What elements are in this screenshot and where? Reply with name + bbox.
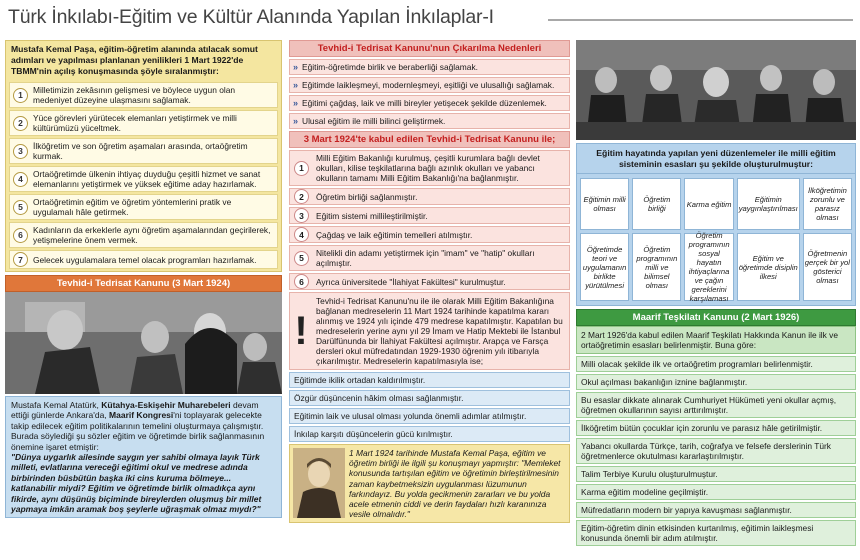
meeting-photo bbox=[576, 40, 856, 140]
goal-item bbox=[9, 82, 278, 108]
goal-text: Yüce görevleri yürütecek elemanları yetiştirmek ve milli kültürümüzü yüceltmek. bbox=[33, 113, 237, 133]
classroom-photo bbox=[5, 292, 282, 394]
maarif-item: Yabancı okullarda Türkçe, tarih, coğrafya ve felsefe derslerinin Türk öğretmenlerce okutulması kararlaştırılmıştır. bbox=[576, 438, 856, 464]
double-chevron-right-icon: » bbox=[293, 62, 299, 72]
goal-item bbox=[9, 194, 278, 220]
reason-item bbox=[289, 95, 570, 111]
law-text: Nitelikli din adamı yetiştirmek için "imam" ve "hatip" okulları açılmıştır. bbox=[316, 248, 535, 268]
maarif-item: Talim Terbiye Kurulu oluşturulmuştur. bbox=[576, 466, 856, 482]
reasons-header: Tevhid-i Tedrisat Kanunu'nun Çıkarılma Nedenleri bbox=[289, 40, 570, 57]
law-text: Çağdaş ve laik eğitimin temelleri atılmıştır. bbox=[316, 229, 473, 240]
classroom-photo-image bbox=[5, 292, 282, 394]
congress-text: Mustafa Kemal Atatürk, Kütahya-Eskişehir Muharebeleri devam ettiği günlerde Ankara'da, Maarif Kongresi'ni toplayarak gelecekte takip edilecek eğitim politikalarının temelini oluşturmaya çalışmıştır. Burada söylediği şu sözler eğitim ve öğretimde birlik sağlanmasının önemine işaret etmiştir: "Dünya uygarlık ailesinde saygın yer sahibi olmaya layık Türk milleti, evlatlarına vereceği eğitimi okul ve medrese adında birbirinden büsbütün başka iki cins kuruma bölmeye... katlanabilir miydi? Eğitim ve öğretimde birlik olmadıkça aynı fikirde, aynı düşünüş biçiminde bireylerden oluşmuş bir millet yapmaya imkân aramak boş şeylerle uğraşmak olmaz mıydı?" bbox=[5, 396, 282, 518]
maarif-list bbox=[576, 354, 856, 548]
portrait-image bbox=[293, 448, 345, 518]
effect-item: Eğitimin laik ve ulusal olması yolunda önemli adımlar atılmıştır. bbox=[289, 408, 570, 424]
middle-column bbox=[289, 40, 570, 523]
medrese-box bbox=[289, 292, 570, 370]
medrese-text: Tevhid-i Tedrisat Kanunu'nu ile ile olarak Milli Eğitim Bakanlığına bağlanan medreselerin 11 Mart 1924 tarihinde kapatılma kararı alınmış ve 1924 yılı içinde 479 medrese kapatılmıştır. Kapatılan bu medreselerin yerine aynı yıl 29 İmam ve Hatip Mektebi ile İstanbul Darülfünunda bir İlahiyat Fakültesi açılmıştır. Arapça ve Farsça dersleri okul müfredatından 1929-1930 öğrenim yılı itibarıyla çıkarılmıştır. Medreselerin kapatılmasıyla ise; bbox=[316, 296, 563, 366]
goal-text: Gelecek uygulamalara temel olacak programları hazırlamak. bbox=[33, 254, 257, 265]
goal-item bbox=[9, 222, 278, 248]
goal-number-badge: 2 bbox=[13, 116, 28, 131]
goal-number-badge: 1 bbox=[13, 88, 28, 103]
meeting-photo-image bbox=[576, 40, 856, 140]
law-number-badge: 3 bbox=[294, 208, 309, 223]
principle-cell: Eğitimin milli olması bbox=[580, 178, 629, 230]
law-text: Milli Eğitim Bakanlığı kurulmuş, çeşitli kurumlara bağlı devlet okulları, kilise teşkilatlarına bağlı azınlık okulları ve yabancı okulların tamamı Milli Eğitim Bakanlığı'na bağlanmıştır. bbox=[316, 153, 540, 183]
law-list bbox=[289, 148, 570, 292]
law-item bbox=[289, 150, 570, 186]
maarif-intro: 2 Mart 1926'da kabul edilen Maarif Teşkilatı Hakkında Kanun ile ilk ve ortaöğretimin esasları belirlenmiştir. Buna göre: bbox=[576, 326, 856, 354]
maarif-header: Maarif Teşkilatı Kanunu (2 Mart 1926) bbox=[576, 309, 856, 326]
goal-text: İlköğretim ve son öğretim aşamaları arasında, ortaöğretim kurmak. bbox=[33, 141, 248, 161]
reason-text: Ulusal eğitim ile milli bilinci geliştirmek. bbox=[302, 116, 446, 126]
goals-intro: Mustafa Kemal Paşa, eğitim-öğretim alanında atılacak somut adımları ve yapılması planlanan yenilikleri 1 Mart 1922'de TBMM'nin açılış konuşmasında şöyle sıralanmıştır: bbox=[11, 44, 258, 76]
principle-cell: Öğretimde teori ve uygulamanın birlikte yürütülmesi bbox=[580, 233, 629, 301]
law-number-badge: 6 bbox=[294, 274, 309, 289]
reason-item bbox=[289, 59, 570, 75]
goal-text: Ortaöğretimin eğitim ve öğretim yöntemlerini pratik ve uygulamalı hâle getirmek. bbox=[33, 197, 232, 217]
effect-item: Eğitimde ikilik ortadan kaldırılmıştır. bbox=[289, 372, 570, 388]
maarif-item: Müfredatların modern bir yapıya kavuşması sağlanmıştır. bbox=[576, 502, 856, 518]
maarif-item: İlköğretim bütün çocuklar için zorunlu ve parasız hâle getirilmiştir. bbox=[576, 420, 856, 436]
double-chevron-right-icon: » bbox=[293, 80, 299, 90]
law-item bbox=[289, 226, 570, 243]
ataturk-quote-text: 1 Mart 1924 tarihinde Mustafa Kemal Paşa, eğitim ve öğretim birliği ile ilgili şu konuşmayı yapmıştır: "Memleket konusunda tartışılan eğitim ve öğretimin birleştirilmesinin zaman kaybetmeksizin uygulanması lüzumunun farkındayız. Bu yolda gecikmenin zararları ve bu yolda acele etmenin ciddi ve derin faydaları hızlı karanınıza vesile olmalıdır." bbox=[349, 448, 561, 520]
goal-item bbox=[9, 138, 278, 164]
reason-text: Eğitimde laikleşmeyi, modernleşmeyi, eşitliği ve ulusallığı sağlamak. bbox=[302, 80, 555, 90]
principle-cell: Öğretmenin gerçek bir yol gösterici olması bbox=[803, 233, 852, 301]
double-chevron-right-icon: » bbox=[293, 98, 299, 108]
maarif-item: Milli olacak şekilde ilk ve ortaöğretim programları belirlenmiştir. bbox=[576, 356, 856, 372]
effect-item: İnkılap karşıtı düşüncelerin gücü kırılmıştır. bbox=[289, 426, 570, 442]
goal-number-badge: 7 bbox=[13, 252, 28, 267]
effect-item: Özgür düşüncenin hâkim olması sağlanmıştır. bbox=[289, 390, 570, 406]
right-column bbox=[576, 40, 856, 548]
maarif-item: Karma eğitim modeline geçilmiştir. bbox=[576, 484, 856, 500]
goal-item bbox=[9, 166, 278, 192]
principle-cell: Öğretim birliği bbox=[632, 178, 681, 230]
tevhid-header: Tevhid-i Tedrisat Kanunu (3 Mart 1924) bbox=[5, 275, 282, 292]
goal-text: Kadınların da erkeklerle aynı öğretim aşamalarından geçirilerek, yetişmelerine önem vermek. bbox=[33, 225, 271, 245]
goals-list bbox=[6, 80, 281, 271]
goal-number-badge: 6 bbox=[13, 228, 28, 243]
effects-list bbox=[289, 370, 570, 444]
law-text: Öğretim birliği sağlanmıştır. bbox=[316, 191, 418, 202]
maarif-item: Eğitim-öğretim dinin etkisinden kurtarılmış, eğitimin laikleşmesi konusunda önemli bir adım atılmıştır. bbox=[576, 520, 856, 546]
law-text: Ayrıca üniversitede "İlahiyat Fakültesi" kurulmuştur. bbox=[316, 276, 506, 287]
ataturk-portrait bbox=[293, 448, 345, 518]
principle-cell: İlköğretimin zorunlu ve parasız olması bbox=[803, 178, 852, 230]
double-chevron-right-icon: » bbox=[293, 116, 299, 126]
reasons-list bbox=[289, 57, 570, 131]
title-divider bbox=[548, 19, 853, 21]
law-header: 3 Mart 1924'te kabul edilen Tevhid-i Tedrisat Kanunu ile; bbox=[289, 131, 570, 148]
law-item bbox=[289, 207, 570, 224]
page-title: Türk İnkılabı-Eğitim ve Kültür Alanında Yapılan İnkılaplar-I bbox=[8, 6, 494, 28]
law-number-badge: 2 bbox=[294, 189, 309, 204]
maarif-item: Bu esaslar dikkate alınarak Cumhuriyet Hükümeti yeni okullar açmış, öğretmen okullarının sayısı arttırılmıştır. bbox=[576, 392, 856, 418]
left-column bbox=[5, 40, 282, 518]
law-text: Eğitim sistemi millileştirilmiştir. bbox=[316, 210, 428, 221]
principle-cell: Öğretim programının sosyal hayatın ihtiyaçlarına ve çağın gereklerini karşılaması bbox=[684, 233, 733, 301]
goal-number-badge: 4 bbox=[13, 172, 28, 187]
principle-cell: Eğitimin yaygınlaştırılması bbox=[737, 178, 800, 230]
reason-text: Eğitimi çağdaş, laik ve milli bireyler yetişecek şekilde düzenlemek. bbox=[302, 98, 547, 108]
law-number-badge: 1 bbox=[294, 161, 309, 176]
principles-grid bbox=[576, 174, 856, 306]
principle-cell: Eğitim ve öğretimde disiplin ilkesi bbox=[737, 233, 800, 301]
goal-number-badge: 5 bbox=[13, 200, 28, 215]
maarif-item: Okul açılması bakanlığın iznine bağlanmıştır. bbox=[576, 374, 856, 390]
ataturk-quote-box bbox=[289, 444, 570, 523]
goals-box bbox=[5, 40, 282, 272]
law-number-badge: 4 bbox=[294, 227, 309, 242]
goal-number-badge: 3 bbox=[13, 144, 28, 159]
principle-cell: Öğretim programının milli ve bilimsel olması bbox=[632, 233, 681, 301]
goal-item bbox=[9, 110, 278, 136]
reason-item bbox=[289, 77, 570, 93]
goal-text: Ortaöğretimde ülkenin ihtiyaç duyduğu çeşitli hizmet ve sanat elemanlarını yetiştirmek ve yüksek eğitime aday hazırlamak. bbox=[33, 169, 261, 189]
law-item bbox=[289, 188, 570, 205]
reason-item bbox=[289, 113, 570, 129]
goal-text: Milletimizin zekâsının gelişmesi ve böylece uygun olan medeniyet düzeyine ulaşmasını sağlamak. bbox=[33, 85, 236, 105]
law-item bbox=[289, 245, 570, 271]
exclamation-icon: ! bbox=[294, 308, 308, 353]
reason-text: Eğitim-öğretimde birlik ve beraberliği sağlamak. bbox=[302, 62, 478, 72]
principle-cell: Karma eğitim bbox=[684, 178, 733, 230]
law-item bbox=[289, 273, 570, 290]
system-header: Eğitim hayatında yapılan yeni düzenlemeler ile milli eğitim sisteminin esasları şu şekilde oluşturulmuştur: bbox=[576, 143, 856, 174]
congress-quote: "Dünya uygarlık ailesinde saygın yer sahibi olmaya layık Türk milleti, evlatlarına vereceği eğitimi okul ve medrese adında birbirinden büsbütün başka iki cins kuruma bölmeye... katlanabilir miydi? Eğitim ve öğretimde birlik olmadıkça aynı fikirde, aynı düşünüş biçiminde bireylerden oluşmuş bir millet yapmaya imkân aramak boş şeylerle uğraşmak olmaz mıydı?" bbox=[11, 452, 262, 515]
goal-item bbox=[9, 250, 278, 269]
law-number-badge: 5 bbox=[294, 251, 309, 266]
